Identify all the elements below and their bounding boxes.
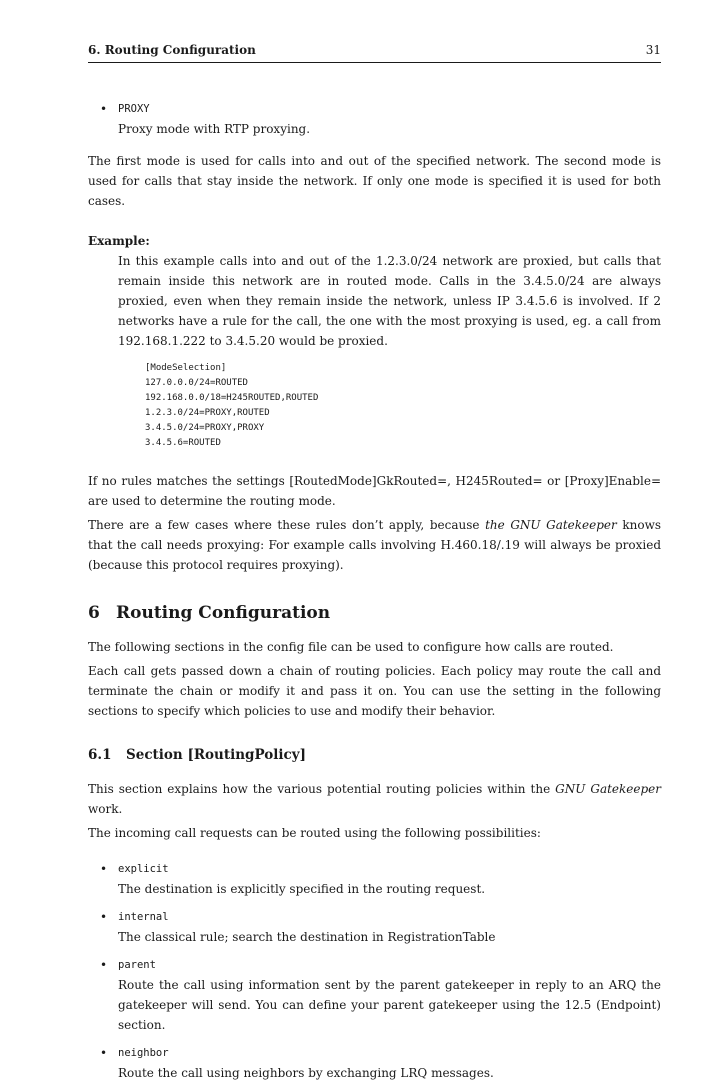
paragraph-modes: The first mode is used for calls into and out of the specified network. The second mode is used for calls that stay inside the network. If only one mode is specified it is used for both cases. [88,154,661,208]
code-line: 1.2.3.0/24=PROXY,ROUTED [145,408,270,418]
policy-list [88,859,661,1083]
subsection-title: Section [RoutingPolicy] [126,747,306,763]
text-run: This section explains how the various potential routing policies within the [88,782,556,796]
list-item [100,907,661,947]
subsection-heading [88,745,661,765]
text-run: There are a few cases where these rules don’t apply, because [88,518,486,532]
list-term: parent [118,959,156,971]
text-run: work. [88,802,123,816]
header-title: 6. Routing Configuration [88,43,256,57]
list-item [100,1043,661,1083]
list-term: internal [118,911,169,923]
code-line: 3.4.5.6=ROUTED [145,438,221,448]
paragraph-no-rules: If no rules matches the settings [RoutedMode]GkRouted=, H245Routed= or [Proxy]Enable= are used to determine the routing mode. [88,474,661,508]
paragraph-possibilities: The incoming call requests can be routed using the following possibilities: [88,826,541,840]
subsection-number: 6.1 [88,747,112,763]
list-term: PROXY [118,103,150,115]
section-title: Routing Configuration [116,603,331,623]
list-term: explicit [118,863,169,875]
document-page [88,40,661,1083]
bullet-icon: • [100,910,108,924]
paragraph-explains [88,779,661,819]
code-line: 127.0.0.0/24=ROUTED [145,378,248,388]
emphasis-text: GNU Gatekeeper [555,782,662,796]
text-run: knows that the call needs proxying: For example calls involving H.460.18/.19 will always be proxied (because this protocol requires proxying). [88,518,662,572]
code-line: 3.4.5.0/24=PROXY,PROXY [145,423,265,433]
paragraph-few-cases [88,515,661,575]
section-heading [88,601,661,625]
example-label: Example: [88,234,150,248]
list-description: Proxy mode with RTP proxying. [118,122,311,136]
example-text: In this example calls into and out of the 1.2.3.0/24 network are proxied, but calls that remain inside this network are in routed mode. Calls in the 3.4.5.0/24 are always proxied, even when they remain inside the network, unless IP 3.4.5.6 is involved. If 2 networks have a rule for the call, the one with the most proxying is used, eg. a call from 192.168.1.222 to 3.4.5.20 would be proxied. [118,254,661,348]
emphasis-text: the GNU Gatekeeper [485,518,617,532]
paragraph-intro: The following sections in the config file can be used to configure how calls are routed. [88,640,614,654]
section-number: 6 [88,603,100,623]
bullet-icon: • [100,1046,108,1060]
running-header [88,40,661,63]
list-description: The destination is explicitly specified in the routing request. [118,882,486,896]
paragraph-chain: Each call gets passed down a chain of routing policies. Each policy may route the call and terminate the chain or modify it and pass it on. You can use the setting in the following sections to specify which policies to use and modify their behavior. [88,664,661,718]
code-block [88,361,661,451]
code-line: [ModeSelection] [145,363,227,373]
bullet-icon: • [100,958,108,972]
list-description: Route the call using neighbors by exchanging LRQ messages. [118,1066,494,1080]
code-line: 192.168.0.0/18=H245ROUTED,ROUTED [145,393,319,403]
bullet-icon: • [100,862,108,876]
list-description: The classical rule; search the destination in RegistrationTable [118,930,496,944]
list-item [100,955,661,1035]
list-item [100,859,661,899]
page-number: 31 [645,43,661,57]
list-item [100,99,661,139]
list-term: neighbor [118,1047,169,1059]
bullet-icon: • [100,102,108,116]
list-description: Route the call using information sent by the parent gatekeeper in reply to an ARQ the gatekeeper will send. You can define your parent gatekeeper using the 12.5 (Endpoint) section. [118,978,661,1032]
proxy-list [88,99,661,139]
